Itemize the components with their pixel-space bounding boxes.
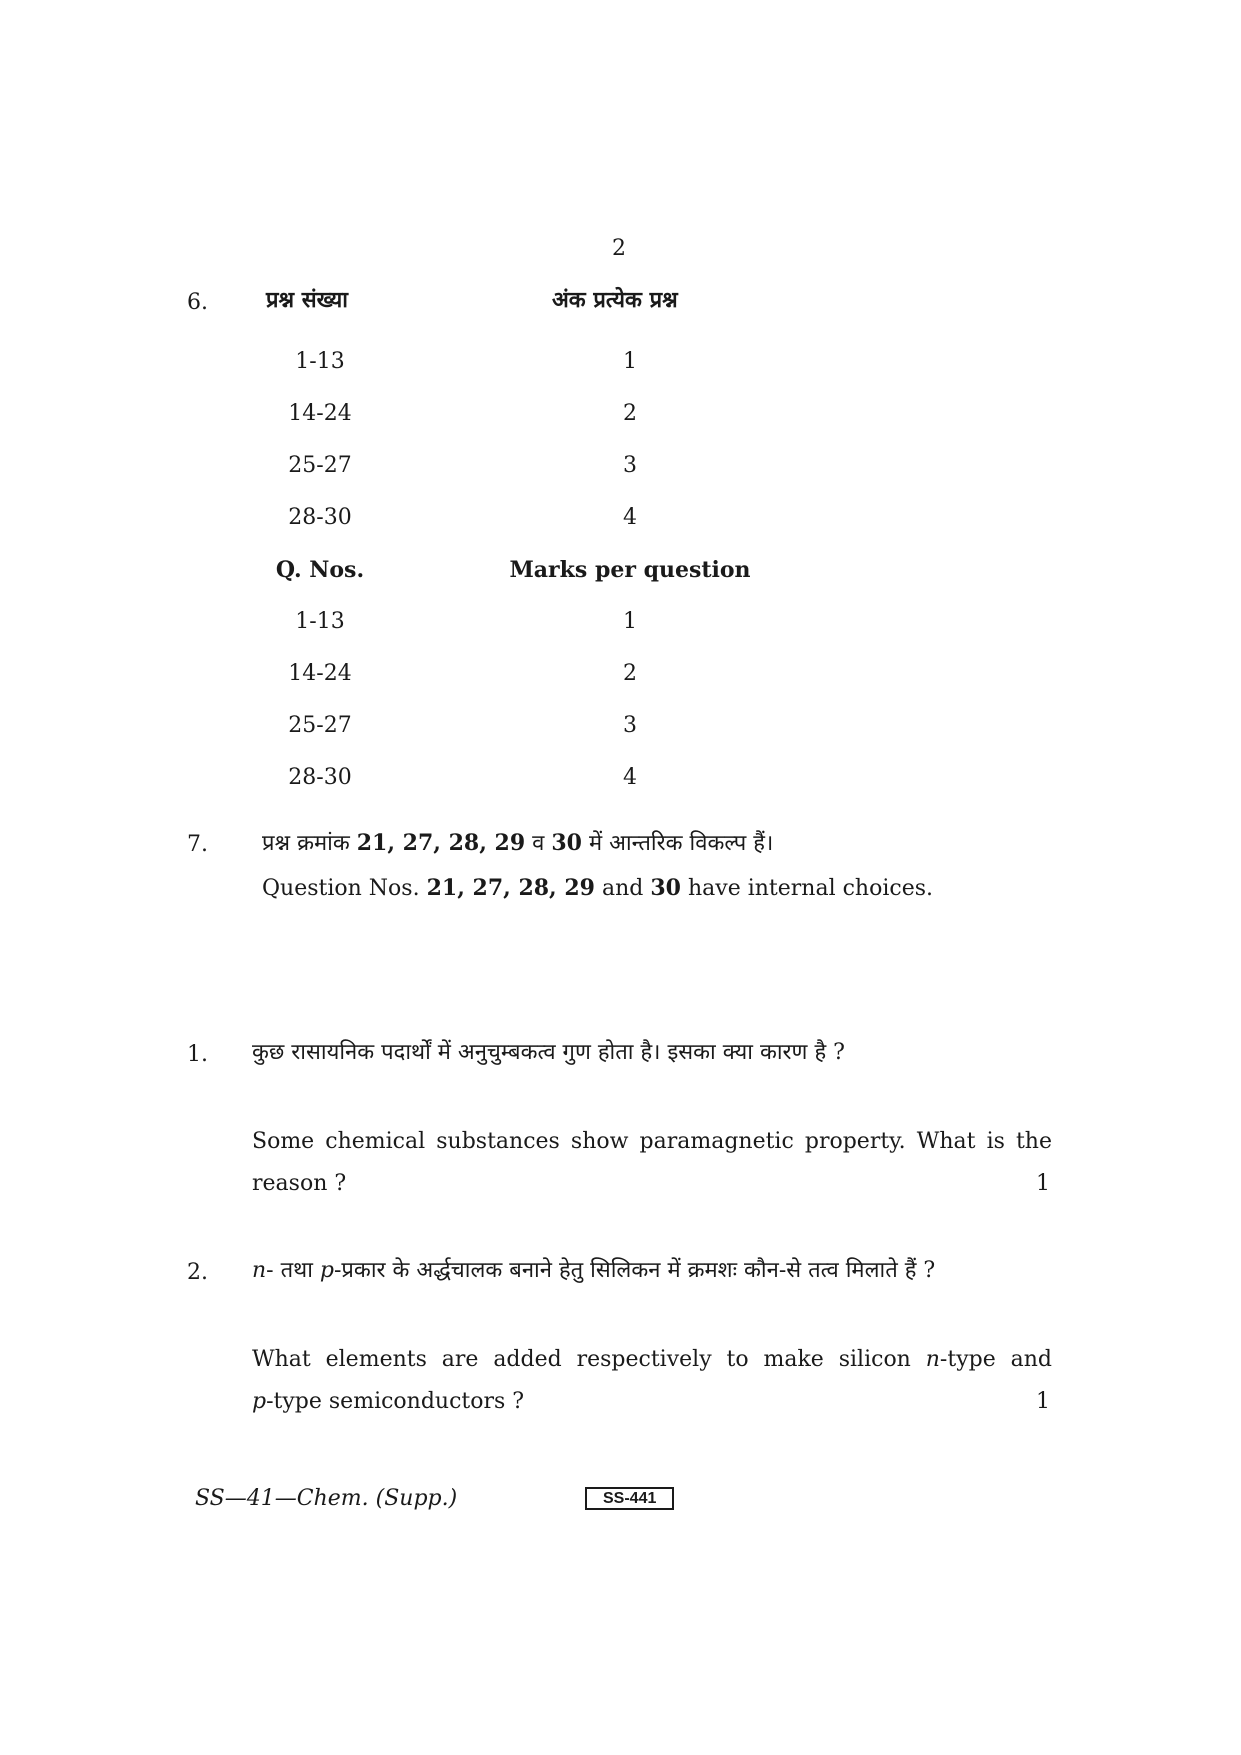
qno-cell: 28-30 xyxy=(288,765,352,790)
q2-english-line1 xyxy=(252,1347,1052,1372)
qno-cell: 25-27 xyxy=(288,713,352,738)
hindi-header-marks: अंक प्रत्येक प्रश्न xyxy=(552,287,678,313)
text-segment: -type and xyxy=(939,1347,1052,1372)
text-segment: What elements are added respectively to make silicon xyxy=(252,1347,926,1372)
question-number: 30 xyxy=(551,830,582,856)
question-number: 30 xyxy=(650,875,681,901)
item-7-english xyxy=(262,875,933,901)
q1-english-line2: reason ? xyxy=(252,1171,347,1196)
item-7-number: 7. xyxy=(187,832,208,857)
qno-cell: 28-30 xyxy=(288,505,352,530)
page-number: 2 xyxy=(612,236,626,261)
marks-cell: 2 xyxy=(623,401,637,426)
qno-cell: 1-13 xyxy=(295,349,345,374)
text-segment: Some chemical substances show paramagnetic property. What is the xyxy=(252,1129,1052,1154)
q1-marks: 1 xyxy=(1036,1171,1050,1196)
text-segment: and xyxy=(595,876,651,901)
q2-number: 2. xyxy=(187,1260,208,1285)
n-symbol: n xyxy=(925,1347,940,1372)
marks-cell: 4 xyxy=(623,765,637,790)
qno-cell: 14-24 xyxy=(288,661,352,686)
q2-english-line2 xyxy=(252,1389,524,1414)
marks-cell: 4 xyxy=(623,505,637,530)
marks-cell: 1 xyxy=(623,609,637,634)
q2-marks: 1 xyxy=(1036,1389,1050,1414)
question-numbers: 21, 27, 28, 29 xyxy=(356,830,526,856)
text-segment: Question Nos. xyxy=(262,876,427,901)
text-segment: में आन्तरिक विकल्प हैं। xyxy=(581,831,774,856)
p-symbol: p xyxy=(319,1258,334,1283)
hindi-header-qno: प्रश्न संख्या xyxy=(266,287,348,313)
marks-cell: 3 xyxy=(623,453,637,478)
q2-hindi xyxy=(252,1254,935,1284)
marks-cell: 2 xyxy=(623,661,637,686)
item-6-number: 6. xyxy=(187,290,208,315)
qno-cell: 1-13 xyxy=(295,609,345,634)
marks-cell: 1 xyxy=(623,349,637,374)
q1-hindi: कुछ रासायनिक पदार्थों में अनुचुम्बकत्व गुण होता है। इसका क्या कारण है ? xyxy=(252,1040,845,1065)
footer-code-box: SS-441 xyxy=(585,1487,674,1510)
question-numbers: 21, 27, 28, 29 xyxy=(426,875,595,901)
text-segment: have internal choices. xyxy=(680,876,933,901)
text-segment: -प्रकार के अर्द्धचालक बनाने हेतु सिलिकन में क्रमशः कौन-से तत्व मिलाते हैं ? xyxy=(333,1258,936,1283)
english-header-qno: Q. Nos. xyxy=(275,557,365,583)
p-symbol: p xyxy=(252,1389,267,1414)
n-symbol: n xyxy=(252,1258,267,1283)
qno-cell: 25-27 xyxy=(288,453,352,478)
text-segment: व xyxy=(525,831,552,856)
q1-number: 1. xyxy=(187,1042,208,1067)
marks-cell: 3 xyxy=(623,713,637,738)
text-segment: प्रश्न क्रमांक xyxy=(262,831,357,856)
english-header-marks: Marks per question xyxy=(509,557,751,583)
footer-paper-id: SS—41—Chem. (Supp.) xyxy=(195,1486,458,1511)
text-segment: - तथा xyxy=(266,1258,320,1283)
item-7-hindi xyxy=(262,827,773,857)
q1-english-line1 xyxy=(252,1129,1052,1154)
qno-cell: 14-24 xyxy=(288,401,352,426)
text-segment: -type semiconductors ? xyxy=(266,1389,525,1414)
